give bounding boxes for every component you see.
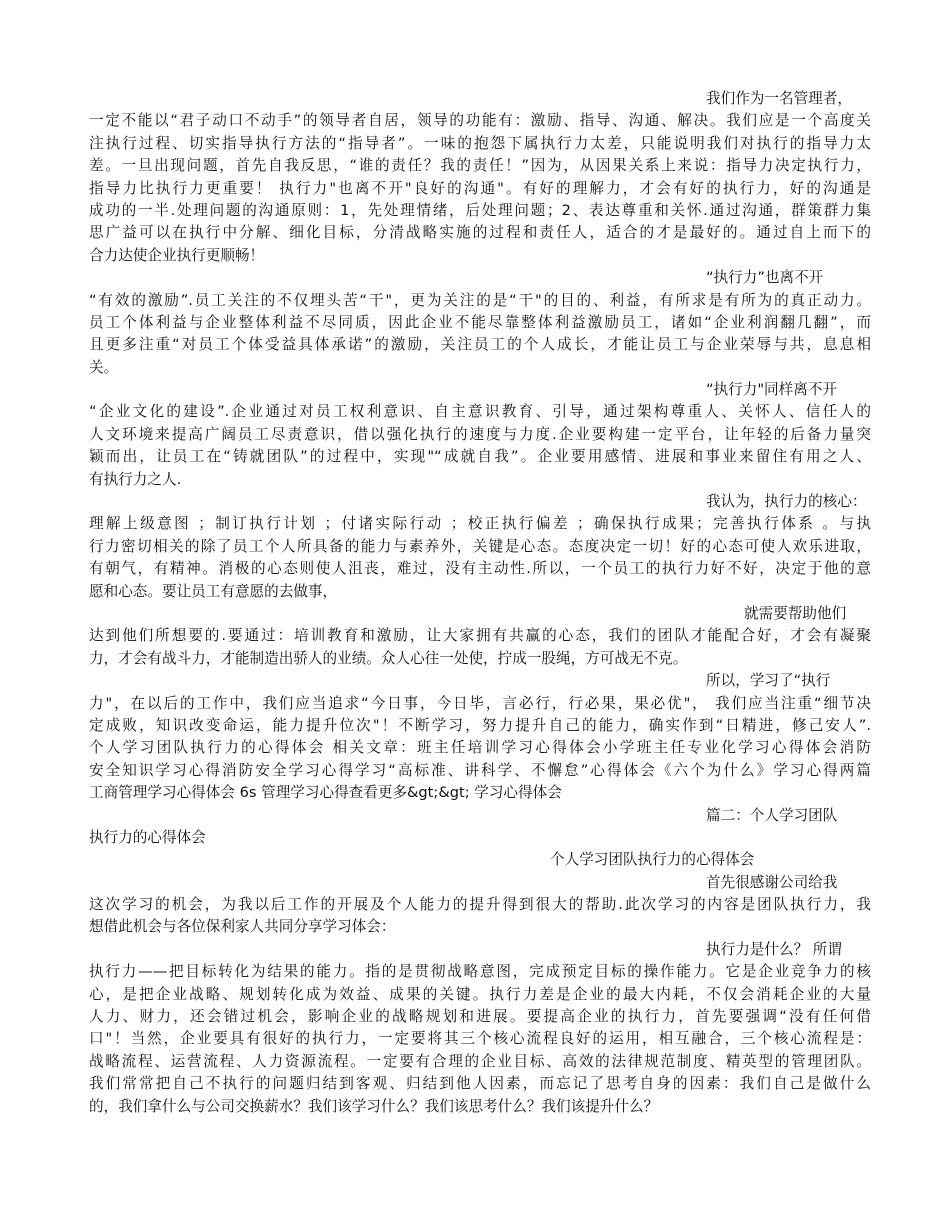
text-line: 我们作为一名管理者， — [706, 90, 852, 107]
text-line: 工商管理学习心得体会 6s 管理学习心得查看更多&gt;&gt; 学习心得体会 — [89, 784, 562, 802]
text-line: 理解上级意图 ；制订执行计划 ；付诸实际行动 ；校正执行偏差 ；确保执行成果；完善执行体系 。与执 — [89, 515, 871, 533]
text-line: 合力达使企业执行更顺畅！ — [89, 246, 265, 264]
text-line: “执行力"同样离不开 — [706, 381, 838, 399]
text-line: 篇二：个人学习团队 — [706, 806, 838, 824]
text-line: 差。一旦出现问题，首先自我反思，“谁的责任？我的责任！”因为，从因果关系上来说：指导力决定执行力， — [89, 157, 871, 175]
text-line: 人文环境来提高广阔员工尽责意识，借以强化执行的速度与力度.企业要构建一定平台，让年轻的后备力量突 — [89, 425, 871, 443]
document-body — [89, 88, 871, 1118]
text-line: 执行力的心得体会 — [89, 828, 206, 846]
text-line: 关。 — [89, 358, 119, 376]
text-line: 执行力是什么？ 所谓 — [706, 940, 842, 958]
text-line: 员工个体利益与企业整体利益不尽同质，因此企业不能尽靠整体利益激励员工，诸如“企业利润翻几翻”，而 — [89, 313, 871, 331]
text-line: 想借此机会与各位保利家人共同分享学习体会： — [89, 918, 396, 936]
text-line: 就需要帮助他们 — [744, 604, 847, 622]
text-line: 力"，在以后的工作中，我们应当追求“今日事，今日毕，言必行，行必果，果必优"， 我们应当注重“细节决 — [89, 694, 871, 712]
text-line: 心，是把企业战略、规划转化成为效益、成果的关键。执行力差是企业的最大内耗，不仅会消耗企业的大量 — [89, 985, 871, 1003]
text-line: 力，才会有战斗力，才能制造出骄人的业绩。众人心往一处使，拧成一股绳，方可战无不克。 — [89, 649, 688, 667]
text-line: 这次学习的机会，为我以后工作的开展及个人能力的提升得到很大的帮助.此次学习的内容是团队执行力，我 — [89, 896, 871, 914]
text-line: 行力密切相关的除了员工个人所具备的能力与素养外，关键是心态。态度决定一切！好的心态可使人欢乐进取， — [89, 537, 871, 555]
text-line: 注执行过程、切实指导执行方法的“指导者”。一味的抱怨下属执行力太差，只能说明我们对执行的指导力太 — [89, 134, 871, 152]
text-line: 安全知识学习心得消防安全学习心得学习“高标准、讲科学、不懈怠”心得体会《六个为什么》学习心得两篇 — [89, 761, 871, 779]
text-line: 愿和心态。要让员工有意愿的去做事， — [89, 582, 338, 600]
text-line: 有执行力之人. — [89, 470, 182, 488]
text-line: 成功的一半.处理问题的沟通原则：1，先处理情绪，后处理问题；2、表达尊重和关怀.通过沟通，群策群力集 — [89, 201, 871, 219]
text-line: 我们常常把自己不执行的问题归结到客观、归结到他人因素，而忘记了思考自身的因素：我们自己是做什么 — [89, 1075, 871, 1093]
text-line: 颖而出，让员工在“铸就团队”的过程中，实现"“成就自我”。企业要用感情、进展和事业来留住有用之人、 — [89, 448, 871, 466]
text-line: 个人学习团队执行力的心得体会 相关文章：班主任培训学习心得体会小学班主任专业化学习心得体会消防 — [89, 739, 871, 757]
text-line: 战略流程、运营流程、人力资源流程。一定要有合理的企业目标、高效的法律规范制度、精英型的管理团队。 — [89, 1052, 871, 1070]
text-line: 指导力比执行力更重要！ 执行力"也离不开"良好的沟通"。有好的理解力，才会有好的执行力，好的沟通是 — [89, 179, 871, 197]
text-line: 我认为，执行力的核心： — [706, 493, 867, 511]
text-line: 思广益可以在执行中分解、细化目标，分清战略实施的过程和责任人，适合的才是最好的。通过自上而下的 — [89, 224, 871, 242]
text-line: 首先很感谢公司给我 — [706, 873, 838, 891]
text-line: 定成败，知识改变命运，能力提升位次"！不断学习，努力提升自己的能力，确实作到“日精进，修己安人”. — [89, 716, 871, 734]
text-line: 执行力——把目标转化为结果的能力。指的是贯彻战略意图，完成预定目标的操作能力。它是企业竞争力的核 — [89, 963, 871, 981]
text-line: “有效的激励”.员工关注的不仅埋头苦“干"，更为关注的是“干"的目的、利益，有所求是有所为的真正动力。 — [89, 291, 871, 309]
text-line: “执行力”也离不开 — [706, 269, 824, 287]
text-line: 有朝气，有精神。消极的心态则使人沮丧，难过，没有主动性.所以，一个员工的执行力好不好，决定于他的意 — [89, 560, 871, 578]
text-line: 一定不能以“君子动口不动手”的领导者自居，领导的功能有：激励、指导、沟通、解决。我们应是一个高度关 — [89, 112, 871, 130]
text-line: 人力、财力，还会错过机会，影响企业的战略规划和进展。要提高企业的执行力，首先要强调“没有任何借 — [89, 1008, 871, 1026]
text-line: 所以，学习了“执行 — [706, 672, 831, 690]
text-line: 达到他们所想要的.要通过：培训教育和激励，让大家拥有共赢的心态，我们的团队才能配合好，才会有凝聚 — [89, 627, 871, 645]
text-line: 个人学习团队执行力的心得体会 — [550, 851, 755, 869]
text-line: 且更多注重“对员工个体受益具体承诺”的激励，关注员工的个人成长，才能让员工与企业荣辱与共，息息相 — [89, 336, 871, 354]
text-line: 的，我们拿什么与公司交换薪水？我们该学习什么？我们该思考什么？我们该提升什么？ — [89, 1097, 659, 1115]
text-line: 口"！当然，企业要具有很好的执行力，一定要将其三个核心流程良好的运用，相互融合，三个核心流程是： — [89, 1030, 871, 1048]
text-line: “企业文化的建设”.企业通过对员工权利意识、自主意识教育、引导，通过架构尊重人、关怀人、信任人的 — [89, 403, 871, 421]
